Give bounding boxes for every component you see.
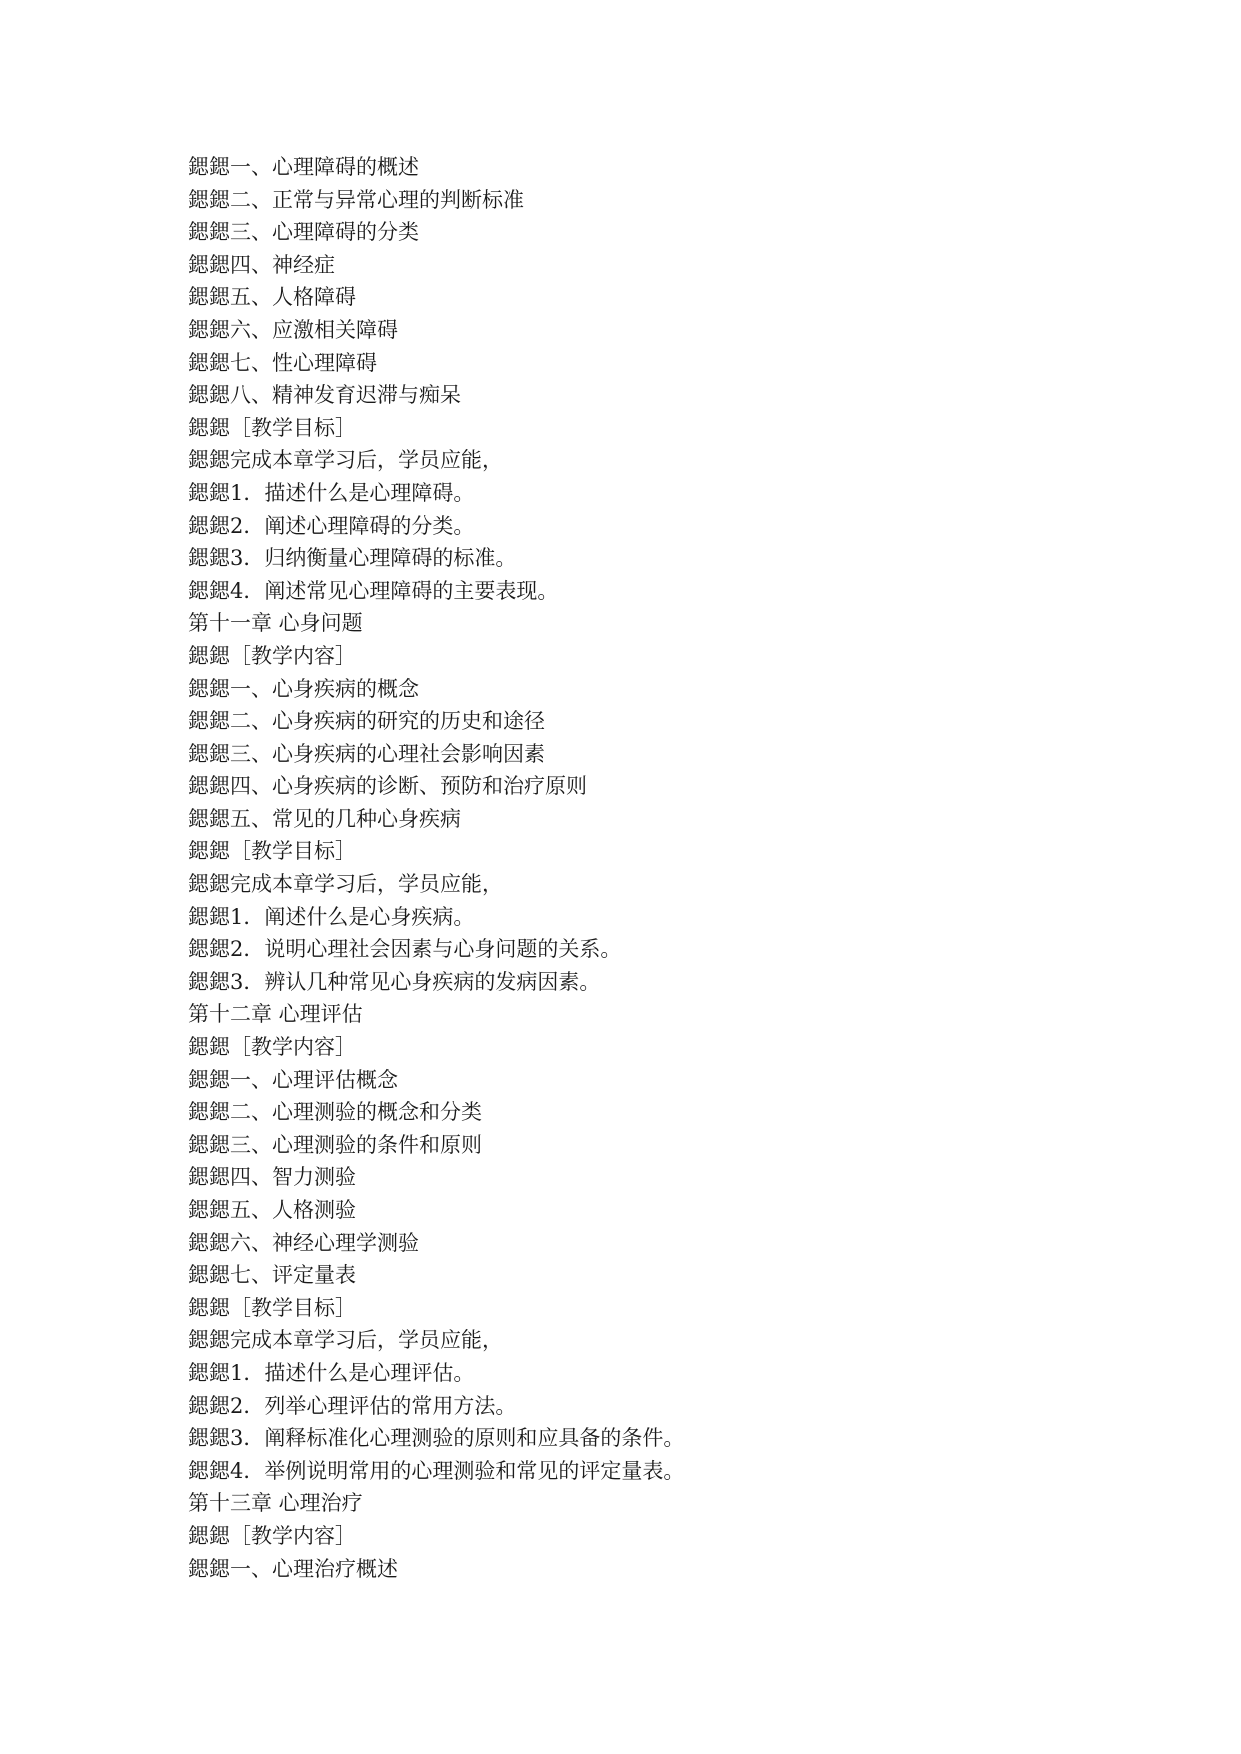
line-24: 鍶鍶1．阐述什么是心身疾病。 — [188, 904, 475, 929]
line-44: 鍶鍶一、心理治疗概述 — [188, 1556, 398, 1581]
line-8: 鍶鍶八、精神发育迟滞与痴呆 — [188, 383, 461, 408]
line-18: 鍶鍶二、心身疾病的研究的历史和途径 — [188, 709, 545, 734]
line-22: 鍶鍶［教学目标］ — [188, 839, 356, 864]
line-37: 鍶鍶完成本章学习后，学员应能， — [188, 1328, 503, 1353]
line-32: 鍶鍶四、智力测验 — [188, 1165, 356, 1190]
chapter-heading-12: 第十二章 心理评估 — [188, 1002, 363, 1027]
line-40: 鍶鍶3．阐释标准化心理测验的原则和应具备的条件。 — [188, 1426, 685, 1451]
line-21: 鍶鍶五、常见的几种心身疾病 — [188, 806, 461, 831]
line-13: 鍶鍶3．归纳衡量心理障碍的标准。 — [188, 546, 517, 571]
line-41: 鍶鍶4．举例说明常用的心理测验和常见的评定量表。 — [188, 1458, 685, 1483]
line-33: 鍶鍶五、人格测验 — [188, 1198, 356, 1222]
document-text — [188, 151, 1168, 1585]
chapter-heading-11: 第十一章 心身问题 — [188, 611, 363, 636]
line-4: 鍶鍶四、神经症 — [188, 252, 335, 277]
line-7: 鍶鍶七、性心理障碍 — [188, 350, 377, 375]
line-12: 鍶鍶2．阐述心理障碍的分类。 — [188, 513, 475, 538]
line-16: 鍶鍶［教学内容］ — [188, 643, 356, 668]
line-1: 鍶鍶一、心理障碍的概述 — [188, 155, 419, 179]
line-3: 鍶鍶三、心理障碍的分类 — [188, 220, 419, 245]
line-39: 鍶鍶2．列举心理评估的常用方法。 — [188, 1393, 517, 1418]
line-30: 鍶鍶二、心理测验的概念和分类 — [188, 1100, 482, 1125]
line-17: 鍶鍶一、心身疾病的概念 — [188, 676, 419, 701]
line-14: 鍶鍶4．阐述常见心理障碍的主要表现。 — [188, 578, 559, 603]
line-25: 鍶鍶2．说明心理社会因素与心身问题的关系。 — [188, 937, 622, 962]
line-10: 鍶鍶完成本章学习后，学员应能， — [188, 448, 503, 473]
line-5: 鍶鍶五、人格障碍 — [188, 285, 356, 310]
line-9: 鍶鍶［教学目标］ — [188, 415, 356, 440]
line-20: 鍶鍶四、心身疾病的诊断、预防和治疗原则 — [188, 774, 587, 799]
line-29: 鍶鍶一、心理评估概念 — [188, 1067, 398, 1092]
chapter-heading-13: 第十三章 心理治疗 — [188, 1491, 363, 1516]
line-43: 鍶鍶［教学内容］ — [188, 1523, 356, 1548]
line-38: 鍶鍶1．描述什么是心理评估。 — [188, 1360, 475, 1385]
line-28: 鍶鍶［教学内容］ — [188, 1035, 356, 1060]
line-31: 鍶鍶三、心理测验的条件和原则 — [188, 1132, 482, 1157]
line-36: 鍶鍶［教学目标］ — [188, 1295, 356, 1320]
line-6: 鍶鍶六、应激相关障碍 — [188, 317, 398, 342]
line-26: 鍶鍶3．辨认几种常见心身疾病的发病因素。 — [188, 969, 601, 994]
line-34: 鍶鍶六、神经心理学测验 — [188, 1230, 419, 1255]
line-23: 鍶鍶完成本章学习后，学员应能， — [188, 872, 503, 897]
line-11: 鍶鍶1．描述什么是心理障碍。 — [188, 480, 475, 505]
line-35: 鍶鍶七、评定量表 — [188, 1263, 356, 1288]
line-2: 鍶鍶二、正常与异常心理的判断标准 — [188, 187, 524, 212]
line-19: 鍶鍶三、心身疾病的心理社会影响因素 — [188, 741, 545, 766]
